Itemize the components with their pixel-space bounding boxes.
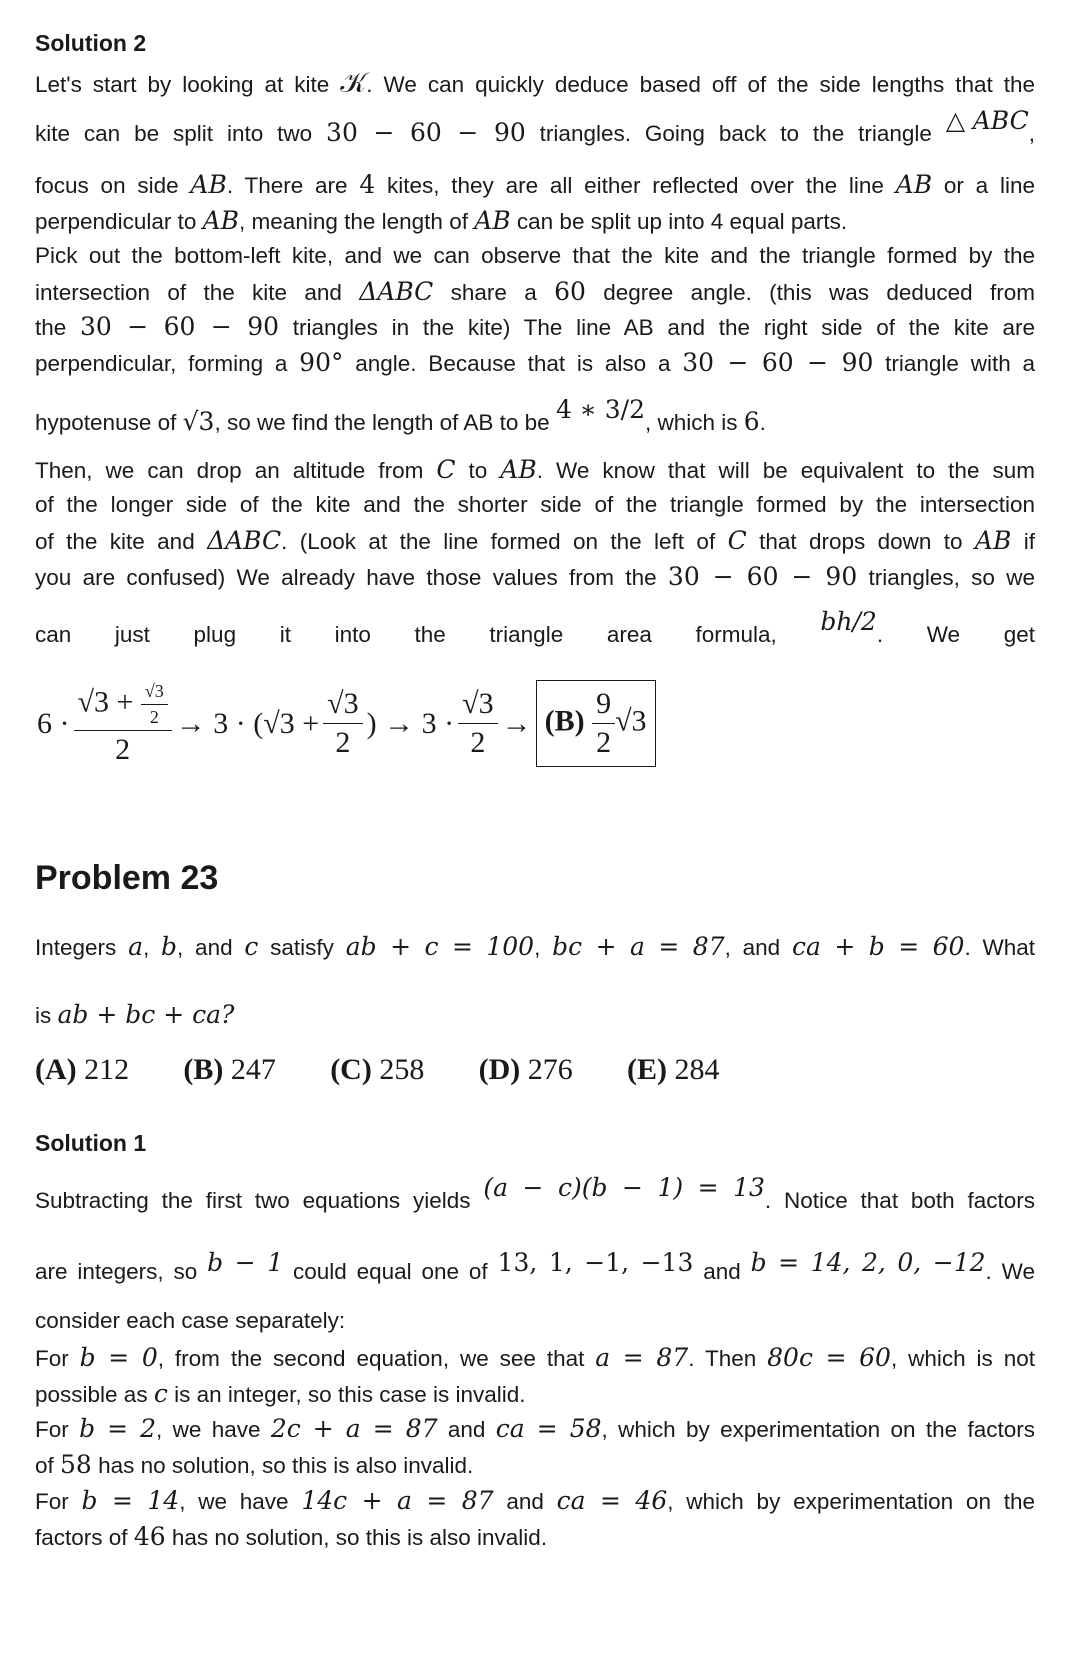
problem23-line-2: is ab + bc + ca? xyxy=(35,1000,235,1029)
choice-b[interactable]: (B) 247 xyxy=(183,1053,276,1086)
solution2-line-13: you are confused) We already have those values from the 30 − 60 − 90 triangles, so we xyxy=(35,562,1035,591)
choice-d[interactable]: (D) 276 xyxy=(478,1053,573,1086)
choice-c[interactable]: (C) 258 xyxy=(330,1053,425,1086)
solution2-line-7: the 30 − 60 − 90 triangles in the kite) The line AB and the right side of the kite are xyxy=(35,312,1035,341)
choice-a[interactable]: (A) 212 xyxy=(35,1053,130,1086)
solution2-equation xyxy=(35,680,658,767)
solution1-line-4: For b = 0, from the second equation, we see that a = 87. Then 80c = 60, which is not xyxy=(35,1343,1035,1372)
solution1-line-2: are integers, so b − 1 could equal one of 13, 1, −1, −13 and b = 14, 2, 0, −12. We xyxy=(35,1248,1035,1284)
solution2-line-10: Then, we can drop an altitude from C to AB. We know that will be equivalent to the sum xyxy=(35,455,1035,484)
answer-choices xyxy=(35,1052,768,1088)
eq-boxed-answer: (B) $\frac{9}{2}$ √3 xyxy=(536,680,656,767)
eq-arrow-1: → 3 · (√3 + xyxy=(175,706,320,740)
solution2-line-6: intersection of the kite and ΔABC share a 60 degree angle. (this was deduced from xyxy=(35,277,1035,306)
eq-fraction-1: √3 + $\frac{√3}{2}$ 2 xyxy=(74,681,172,767)
solution1-line-5: possible as c is an integer, so this case is invalid. xyxy=(35,1379,526,1408)
problem23-line-1: Integers a, b, and c satisfy ab + c = 100, bc + a = 87, and ca + b = 60. What xyxy=(35,932,1035,961)
solution2-line-2: kite can be split into two 30 − 60 − 90 triangles. Going back to the triangle △ABC, xyxy=(35,106,1035,147)
solution1-line-1: Subtracting the first two equations yields (a − c)(b − 1) = 13. Notice that both factors xyxy=(35,1173,1036,1213)
solution2-line-12: of the kite and ΔABC. (Look at the line formed on the left of C that drops down to AB if xyxy=(35,526,1035,555)
solution2-line-11: of the longer side of the kite and the shorter side of the triangle formed by the intersection xyxy=(35,492,1035,517)
solution1-line-8: For b = 14, we have 14c + a = 87 and ca = 46, which by experimentation on the xyxy=(35,1486,1036,1515)
eq-six: 6 · xyxy=(37,706,70,740)
problem23-heading: Problem 23 xyxy=(35,859,219,897)
solution2-line-8: perpendicular, forming a 90° angle. Because that is also a 30 − 60 − 90 triangle with a xyxy=(35,348,1035,377)
solution2-heading: Solution 2 xyxy=(35,30,147,56)
eq-arrow-2: ) → 3 · xyxy=(366,706,455,740)
solution2-line-3: focus on side AB. There are 4 kites, they are all either reflected over the line AB or a line xyxy=(35,170,1035,199)
solution2-line-1: Let's start by looking at kite 𝒦. We can quickly deduce based off of the side lengths that the xyxy=(35,66,1035,99)
solution1-line-9: factors of 46 has no solution, so this is also invalid. xyxy=(35,1522,548,1551)
solution2-line-9: hypotenuse of √3, so we find the length of AB to be 4 ∗ 3/2, which is 6. xyxy=(35,395,766,436)
solution2-line-14: can just plug it into the triangle area formula, bh/2. We get xyxy=(35,607,1035,647)
solution2-line-4: perpendicular to AB, meaning the length of AB can be split up into 4 equal parts. xyxy=(35,206,848,235)
eq-arrow-3: → xyxy=(501,706,532,740)
solution2-line-5: Pick out the bottom-left kite, and we can observe that the kite and the triangle formed by the xyxy=(35,243,1035,268)
eq-fraction-3: $\frac{√3}{2}$ xyxy=(458,687,497,760)
solution1-heading: Solution 1 xyxy=(35,1130,147,1156)
eq-fraction-2: $\frac{√3}{2}$ xyxy=(323,687,362,760)
solution1-line-7: of 58 has no solution, so this is also invalid. xyxy=(35,1450,474,1479)
choice-e[interactable]: (E) 284 xyxy=(627,1053,720,1086)
solution1-line-3: consider each case separately: xyxy=(35,1308,346,1333)
solution1-line-6: For b = 2, we have 2c + a = 87 and ca = 58, which by experimentation on the factors xyxy=(35,1414,1036,1443)
